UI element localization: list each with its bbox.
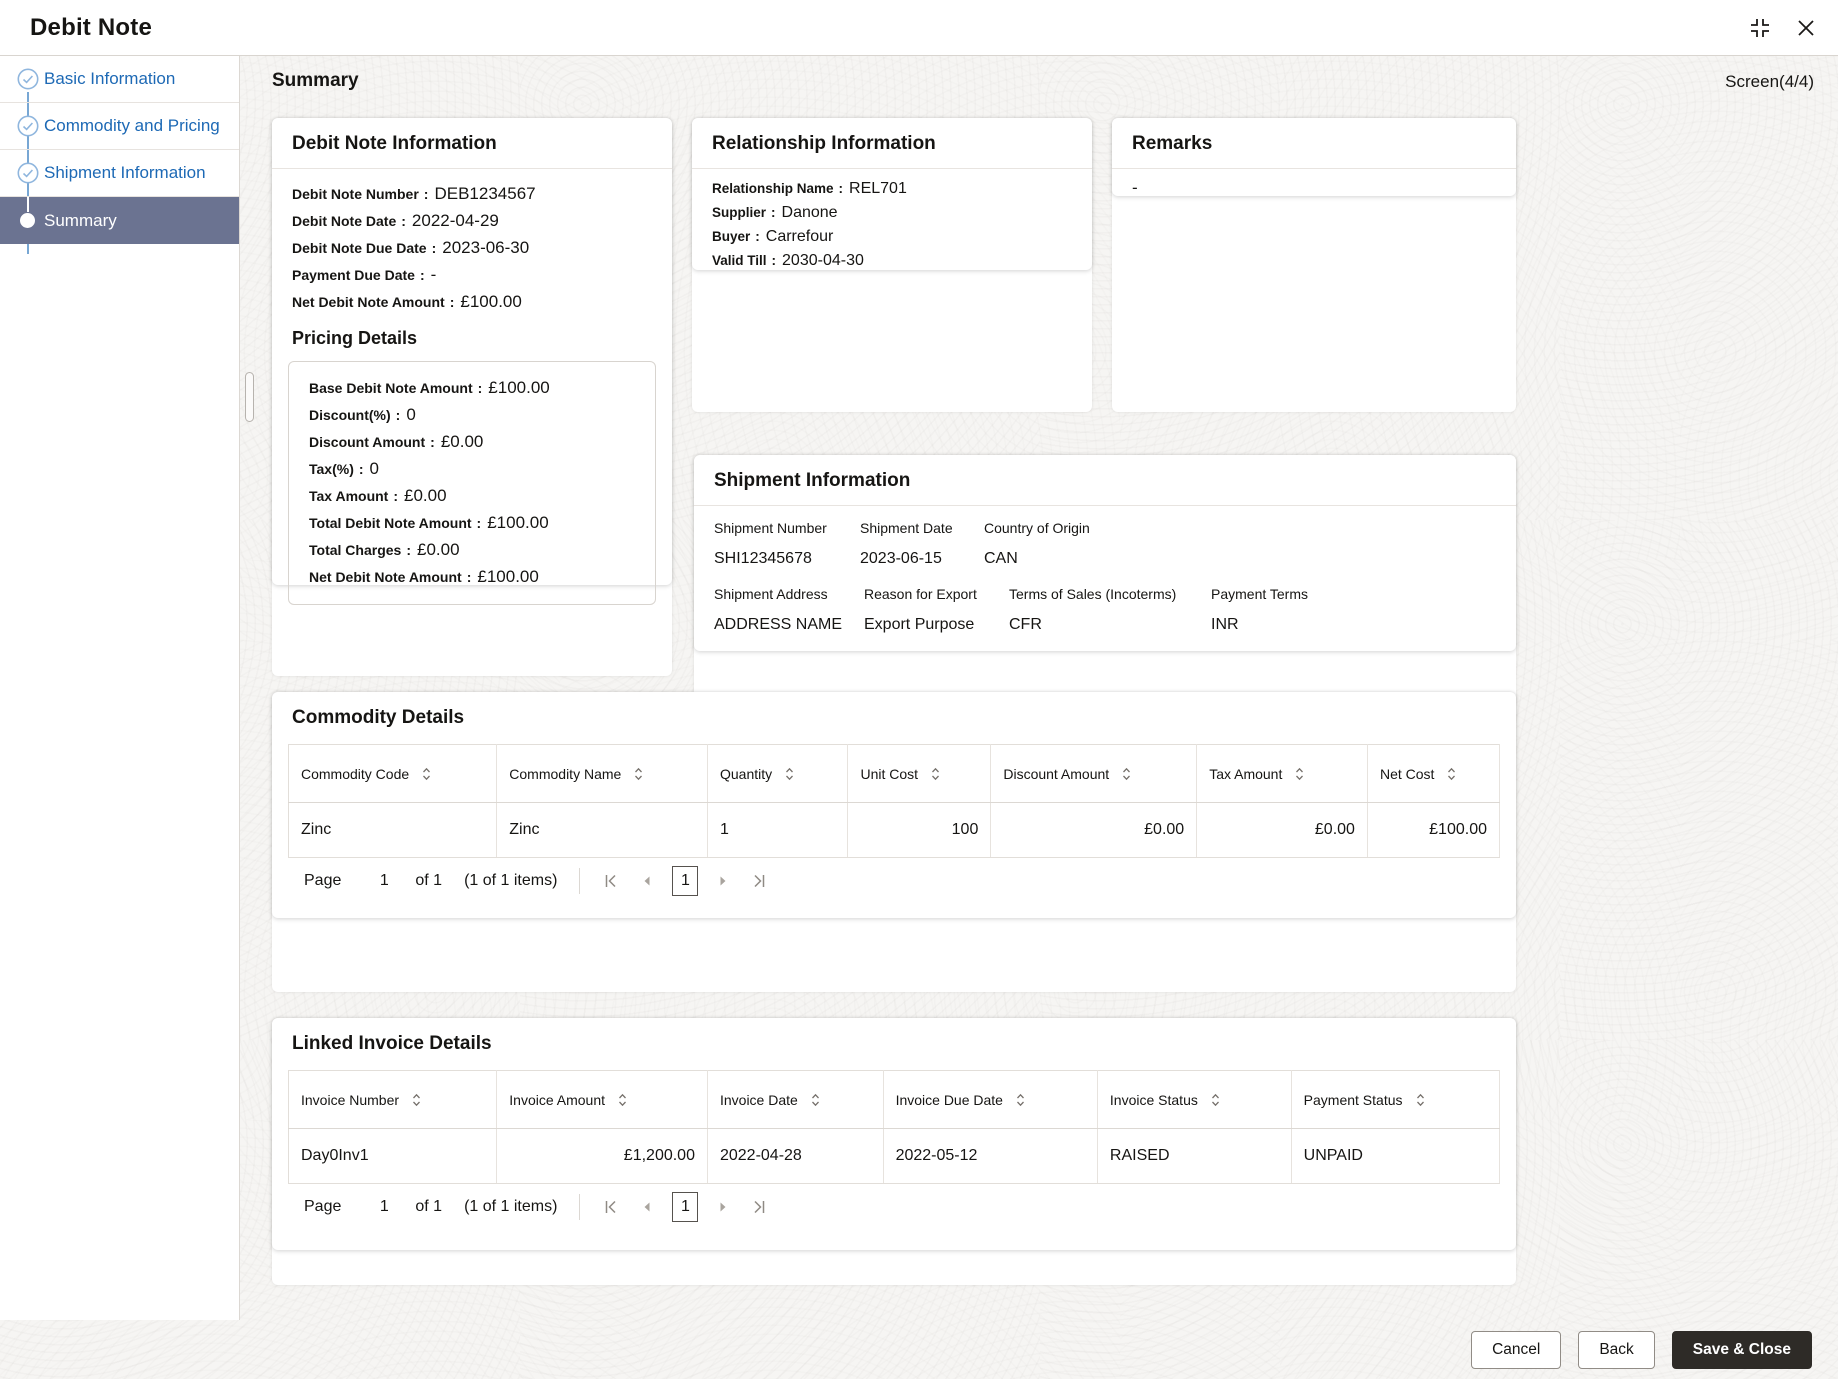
field-payment-due-date: Payment Due Date : -	[292, 265, 437, 284]
terms-of-sales-header: Terms of Sales (Incoterms)	[1009, 586, 1177, 602]
sort-icon[interactable]	[633, 766, 644, 782]
relationship-information-panel	[692, 118, 1092, 412]
sidebar-item-summary[interactable]	[0, 197, 239, 244]
sort-icon[interactable]	[1015, 1092, 1026, 1108]
field-debit-note-number: Debit Note Number : DEB1234567	[292, 184, 536, 203]
commodity-table	[288, 744, 1500, 858]
sort-icon[interactable]	[1415, 1092, 1426, 1108]
cell-net-cost: £100.00	[1367, 803, 1499, 858]
first-page-icon[interactable]	[600, 870, 622, 892]
items-count-label: (1 of 1 items)	[464, 872, 558, 889]
column-header-quantity[interactable]: Quantity	[707, 745, 847, 803]
pricing-details-title: Pricing Details	[292, 328, 418, 348]
terms-of-sales-value: CFR	[1009, 616, 1042, 633]
current-page-indicator[interactable]: 1	[672, 866, 698, 896]
table-row[interactable]	[289, 803, 1500, 858]
cell-payment-status: UNPAID	[1291, 1129, 1499, 1184]
pricing-details-box	[288, 361, 656, 605]
field-net-debit-note-amount: Net Debit Note Amount : £100.00	[292, 292, 522, 311]
cell-invoice-date: 2022-04-28	[707, 1129, 883, 1184]
remarks-value: -	[1132, 178, 1138, 197]
vertical-scrollbar-thumb[interactable]	[245, 372, 254, 422]
field-debit-note-due-date: Debit Note Due Date : 2023-06-30	[292, 238, 530, 257]
screen-counter: Screen(4/4)	[1725, 72, 1814, 91]
field-tax-pct: Tax(%) : 0	[309, 459, 379, 478]
cell-discount-amount: £0.00	[991, 803, 1197, 858]
field-total-charges: Total Charges : £0.00	[309, 540, 460, 559]
cell-invoice-due-date: 2022-05-12	[883, 1129, 1097, 1184]
sidebar-item-basic-information[interactable]	[0, 56, 239, 103]
cell-commodity-name: Zinc	[497, 803, 708, 858]
card-title: Linked Invoice Details	[292, 1033, 492, 1054]
close-icon[interactable]	[1795, 17, 1817, 39]
back-button[interactable]: Back	[1578, 1331, 1654, 1369]
shipment-address-value: ADDRESS NAME	[714, 616, 843, 633]
column-header-invoice-date[interactable]: Invoice Date	[707, 1071, 883, 1129]
step-current-dot-icon	[20, 213, 35, 228]
last-page-icon[interactable]	[748, 870, 770, 892]
sort-icon[interactable]	[1294, 766, 1305, 782]
sidebar-item-label: Summary	[44, 210, 117, 230]
sidebar-item-label: Basic Information	[44, 69, 176, 88]
current-page-indicator[interactable]: 1	[672, 1192, 698, 1222]
field-valid-till: Valid Till : 2030-04-30	[712, 252, 864, 269]
sort-icon[interactable]	[1210, 1092, 1221, 1108]
field-discount-amount: Discount Amount : £0.00	[309, 432, 484, 451]
reason-for-export-value: Export Purpose	[864, 616, 975, 633]
linked-invoice-details-panel	[272, 1018, 1516, 1285]
field-base-debit-note-amount: Base Debit Note Amount : £100.00	[309, 378, 550, 397]
shipment-number-header: Shipment Number	[714, 520, 827, 536]
cell-tax-amount: £0.00	[1197, 803, 1368, 858]
field-supplier: Supplier : Danone	[712, 204, 838, 221]
field-buyer: Buyer : Carrefour	[712, 228, 834, 245]
first-page-icon[interactable]	[600, 1196, 622, 1218]
shipment-address-header: Shipment Address	[714, 586, 828, 602]
cell-quantity: 1	[707, 803, 847, 858]
cell-unit-cost: 100	[848, 803, 991, 858]
last-page-icon[interactable]	[748, 1196, 770, 1218]
sort-icon[interactable]	[411, 1092, 422, 1108]
sort-icon[interactable]	[930, 766, 941, 782]
linked-invoices-table	[288, 1070, 1500, 1184]
column-header-commodity-name[interactable]: Commodity Name	[497, 745, 708, 803]
card-title: Relationship Information	[712, 133, 936, 154]
sidebar-item-label: Commodity and Pricing	[44, 116, 220, 135]
page-label: Page	[304, 872, 342, 889]
window-header	[0, 0, 1838, 56]
commodity-pagination	[288, 858, 1500, 904]
page-number-input[interactable]	[369, 1198, 399, 1216]
sort-icon[interactable]	[617, 1092, 628, 1108]
cell-invoice-amount: £1,200.00	[497, 1129, 708, 1184]
page-title: Summary	[272, 70, 359, 91]
sort-icon[interactable]	[1446, 766, 1457, 782]
column-header-discount-amount[interactable]: Discount Amount	[991, 745, 1197, 803]
stepper-sidebar	[0, 56, 240, 1320]
payment-terms-header: Payment Terms	[1211, 586, 1308, 602]
column-header-unit-cost[interactable]: Unit Cost	[848, 745, 991, 803]
window-title: Debit Note	[30, 13, 152, 41]
sort-icon[interactable]	[1121, 766, 1132, 782]
shipment-date-value: 2023-06-15	[860, 550, 942, 567]
shipment-date-header: Shipment Date	[860, 520, 953, 536]
country-of-origin-header: Country of Origin	[984, 520, 1090, 536]
stepper-connector-line	[27, 197, 29, 212]
step-check-icon	[17, 115, 39, 137]
footer-action-bar	[0, 1320, 1838, 1379]
sort-icon[interactable]	[421, 766, 432, 782]
next-page-icon[interactable]	[712, 1196, 734, 1218]
field-tax-amount: Tax Amount : £0.00	[309, 486, 447, 505]
column-header-payment-status[interactable]: Payment Status	[1291, 1071, 1499, 1129]
previous-page-icon[interactable]	[636, 1196, 658, 1218]
previous-page-icon[interactable]	[636, 870, 658, 892]
cancel-button[interactable]: Cancel	[1471, 1331, 1561, 1369]
payment-terms-value: INR	[1211, 616, 1239, 633]
sort-icon[interactable]	[784, 766, 795, 782]
cell-invoice-number: Day0Inv1	[289, 1129, 497, 1184]
next-page-icon[interactable]	[712, 870, 734, 892]
step-check-icon	[17, 68, 39, 90]
column-header-invoice-number[interactable]: Invoice Number	[289, 1071, 497, 1129]
sidebar-item-label: Shipment Information	[44, 163, 206, 182]
field-relationship-name: Relationship Name : REL701	[712, 180, 907, 197]
field-debit-note-date: Debit Note Date : 2022-04-29	[292, 211, 499, 230]
sort-icon[interactable]	[810, 1092, 821, 1108]
collapse-icon[interactable]	[1749, 17, 1771, 39]
items-count-label: (1 of 1 items)	[464, 1198, 558, 1215]
page-of-label: of 1	[415, 872, 443, 889]
divider	[579, 868, 580, 894]
card-title: Debit Note Information	[292, 133, 497, 154]
divider	[579, 1194, 580, 1220]
invoices-pagination	[288, 1184, 1500, 1230]
cell-commodity-code: Zinc	[289, 803, 497, 858]
field-total-debit-note-amount: Total Debit Note Amount : £100.00	[309, 513, 549, 532]
column-header-net-cost[interactable]: Net Cost	[1367, 745, 1499, 803]
sidebar-item-shipment-information[interactable]	[0, 150, 239, 197]
debit-note-information-panel	[272, 118, 672, 676]
card-title: Shipment Information	[714, 470, 911, 491]
column-header-invoice-status[interactable]: Invoice Status	[1097, 1071, 1291, 1129]
sidebar-item-commodity-and-pricing[interactable]	[0, 103, 239, 150]
cell-invoice-status: RAISED	[1097, 1129, 1291, 1184]
reason-for-export-header: Reason for Export	[864, 586, 977, 602]
column-header-tax-amount[interactable]: Tax Amount	[1197, 745, 1368, 803]
shipment-information-panel	[694, 455, 1516, 705]
column-header-invoice-amount[interactable]: Invoice Amount	[497, 1071, 708, 1129]
step-check-icon	[17, 162, 39, 184]
remarks-panel	[1112, 118, 1516, 412]
page-label: Page	[304, 1198, 342, 1215]
page-of-label: of 1	[415, 1198, 443, 1215]
country-of-origin-value: CAN	[984, 550, 1018, 567]
card-title: Commodity Details	[292, 707, 465, 728]
column-header-invoice-due-date[interactable]: Invoice Due Date	[883, 1071, 1097, 1129]
field-net-debit-note-amount-2: Net Debit Note Amount : £100.00	[309, 567, 539, 586]
table-row[interactable]	[289, 1129, 1500, 1184]
page-number-input[interactable]	[369, 872, 399, 890]
field-discount-pct: Discount(%) : 0	[309, 405, 416, 424]
shipment-number-value: SHI12345678	[714, 550, 812, 567]
commodity-details-panel	[272, 692, 1516, 992]
summary-screen	[240, 56, 1838, 1320]
column-header-commodity-code[interactable]: Commodity Code	[289, 745, 497, 803]
card-title: Remarks	[1132, 133, 1213, 154]
divider	[694, 505, 1516, 506]
save-and-close-button[interactable]: Save & Close	[1672, 1331, 1812, 1369]
